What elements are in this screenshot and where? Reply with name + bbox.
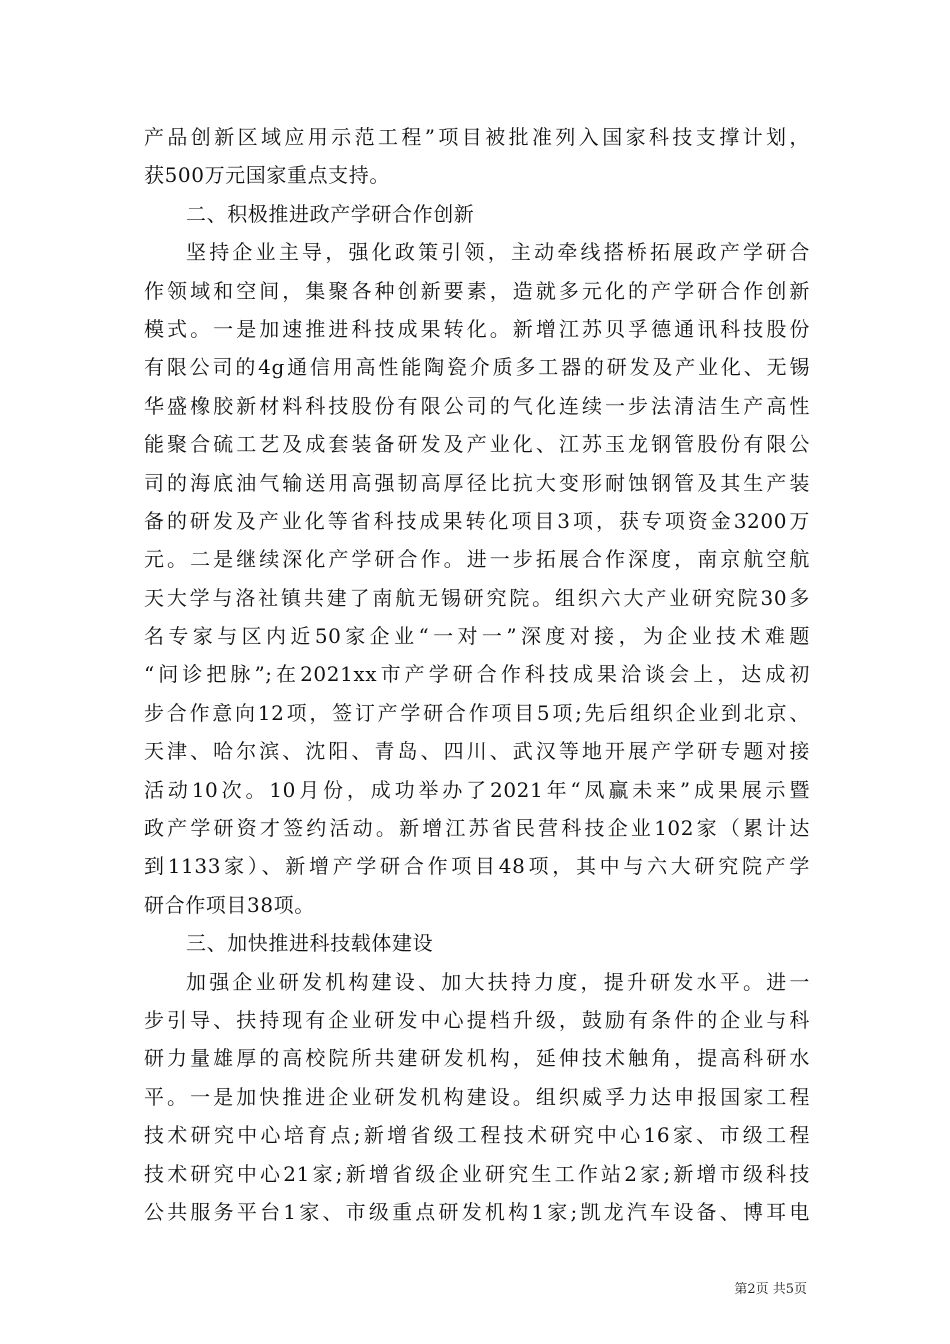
text-line: 名专家与区内近50家企业“一对一”深度对接，为企业技术难题 [144, 624, 810, 649]
body-text [144, 118, 810, 1231]
text-line: “问诊把脉”;在2021xx市产学研合作科技成果洽谈会上，达成初 [144, 662, 810, 687]
text-line: 研力量雄厚的高校院所共建研发机构，延伸技术触角，提高科研水 [144, 1046, 810, 1071]
section-heading: 三、加快推进科技载体建设 [186, 931, 434, 956]
text-line: 步合作意向12项，签订产学研合作项目5项;先后组织企业到北京、 [144, 700, 810, 725]
text-line: 能聚合硫工艺及成套装备研发及产业化、江苏玉龙钢管股份有限公 [144, 432, 810, 457]
text-line: 加强企业研发机构建设、加大扶持力度，提升研发水平。进一 [186, 969, 810, 994]
text-line: 模式。一是加速推进科技成果转化。新增江苏贝孚德通讯科技股份 [144, 316, 810, 341]
text-line: 技术研究中心21家;新增省级企业研究生工作站2家;新增市级科技 [144, 1161, 810, 1186]
text-line: 获500万元国家重点支持。 [144, 163, 390, 188]
text-line: 研合作项目38项。 [144, 892, 315, 917]
section-heading: 二、积极推进政产学研合作创新 [186, 201, 475, 226]
page-number: 第2页 共5页 [734, 1282, 807, 1297]
text-line: 公共服务平台1家、市级重点研发机构1家;凯龙汽车设备、博耳电 [144, 1199, 810, 1224]
text-line: 天大学与洛社镇共建了南航无锡研究院。组织六大产业研究院30多 [144, 585, 810, 610]
text-line: 步引导、扶持现有企业研发中心提档升级，鼓励有条件的企业与科 [144, 1007, 810, 1032]
text-line: 到1133家）、新增产学研合作项目48项，其中与六大研究院产学 [144, 854, 810, 879]
text-line: 天津、哈尔滨、沈阳、青岛、四川、武汉等地开展产学研专题对接 [144, 739, 810, 764]
text-line: 平。一是加快推进企业研发机构建设。组织威孚力达申报国家工程 [144, 1084, 810, 1109]
text-line: 元。二是继续深化产学研合作。进一步拓展合作深度，南京航空航 [144, 547, 810, 572]
text-line: 活动10次。10月份，成功举办了2021年“凤赢未来”成果展示暨 [144, 777, 810, 802]
text-line: 司的海底油气输送用高强韧高厚径比抗大变形耐蚀钢管及其生产装 [144, 470, 810, 495]
text-line: 产品创新区域应用示范工程”项目被批准列入国家科技支撑计划， [144, 125, 810, 149]
text-line: 坚持企业主导，强化政策引领，主动牵线搭桥拓展政产学研合 [186, 240, 810, 265]
text-line: 华盛橡胶新材料科技股份有限公司的气化连续一步法清洁生产高性 [144, 393, 810, 418]
text-line: 技术研究中心培育点;新增省级工程技术研究中心16家、市级工程 [144, 1123, 810, 1148]
text-line: 有限公司的4g通信用高性能陶瓷介质多工器的研发及产业化、无锡 [144, 355, 810, 380]
text-line: 作领域和空间，集聚各种创新要素，造就多元化的产学研合作创新 [144, 278, 810, 303]
text-line: 备的研发及产业化等省科技成果转化项目3项，获专项资金3200万 [144, 508, 810, 533]
text-line: 政产学研资才签约活动。新增江苏省民营科技企业102家（累计达 [144, 816, 810, 841]
